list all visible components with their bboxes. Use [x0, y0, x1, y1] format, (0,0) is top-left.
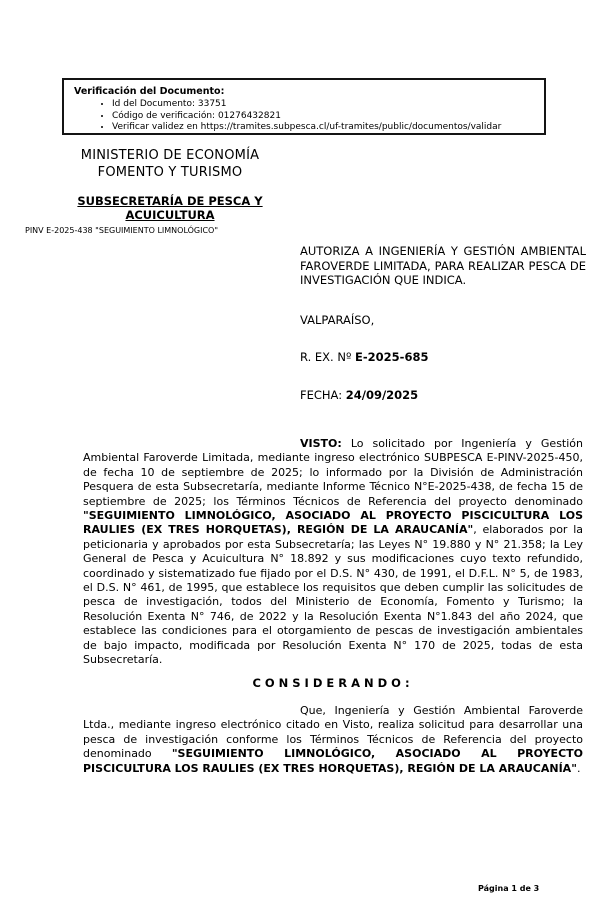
visto-label: VISTO:: [300, 437, 342, 450]
document-body: [83, 437, 583, 776]
verification-item-url: • Verificar validez en https://tramites.subpesca.cl/uf-tramites/public/documentos/validar: [112, 122, 536, 134]
city-line: VALPARAÍSO,: [300, 312, 375, 327]
subsecretaria-title: SUBSECRETARÍA DE PESCA Y ACUICULTURA: [77, 194, 263, 222]
visto-project-title: "SEGUIMIENTO LIMNOLÓGICO, ASOCIADO AL PROYECTO PISCICULTURA LOS RAULIES (EX TRES HORQUETAS), REGIÓN DE LA ARAUCANÍA": [83, 509, 583, 537]
considerando-text-1: Que, Ingeniería y Gestión Ambiental Faroverde Ltda., mediante ingreso electrónico citado en Visto, realiza solicitud para desarrollar una pesca de investigación conforme los Términos Técnicos de Referencia del proyecto denominado: [83, 703, 583, 761]
resolution-header-block: [300, 244, 586, 402]
ministry-name: [25, 148, 315, 181]
project-reference: PINV E-2025-438 "SEGUIMIENTO LIMNOLÓGICO": [25, 226, 219, 235]
date-line: [300, 388, 586, 402]
page-indicator: Página 1 de 3: [478, 884, 540, 893]
considerando-heading: CONSIDERANDO:: [252, 675, 414, 690]
considerando-text-2: .: [576, 761, 581, 775]
verification-item-document-id: • Id del Documento: 33751: [112, 99, 536, 111]
verification-box: [62, 78, 546, 135]
ministry-name-line1: MINISTERIO DE ECONOMÍA: [80, 148, 260, 163]
visto-paragraph: [83, 437, 583, 668]
verification-list: [74, 99, 536, 134]
verification-item-code: • Código de verificación: 01276432821: [112, 111, 536, 123]
date-label: FECHA:: [300, 387, 346, 402]
date-value: 24/09/2025: [345, 387, 419, 402]
rex-number: E-2025-685: [355, 349, 429, 364]
resolution-subject: AUTORIZA A INGENIERÍA Y GESTIÓN AMBIENTAL FAROVERDE LIMITADA, PARA REALIZAR PESCA DE INVESTIGACIÓN QUE INDICA.: [300, 244, 586, 288]
considerando-paragraph: [83, 704, 583, 776]
ministry-name-line2: FOMENTO Y TURISMO: [97, 164, 243, 180]
considerando-project-title: "SEGUIMIENTO LIMNOLÓGICO, ASOCIADO AL PROYECTO PISCICULTURA LOS RAULIES (EX TRES HORQUETAS), REGIÓN DE LA ARAUCANÍA": [83, 747, 584, 775]
verification-title: Verificación del Documento:: [74, 86, 225, 97]
resolution-number-line: [300, 350, 586, 364]
rex-label: R. EX. Nº: [300, 349, 356, 364]
visto-text-2: , elaborados por la peticionaria y aprobados por esta Subsecretaría; las Leyes N° 19.880 y N° 21.358; la Ley General de Pesca y Acuicultura N° 18.892 y sus modificaciones cuyo texto refundido, coordinado y sistematizado fue fijado por el D.S. N° 430, de 1991, el D.F.L. N° 5, de 1983, el D.S. N° 461, de 1995, que establece los requisitos que deben cumplir las solicitudes de pesca de investigación, todos del Ministerio de Economía, Fomento y Turismo; la Resolución Exenta N° 746, de 2022 y la Resolución Exenta N°1.843 del año 2024, que establece las condiciones para el otorgamiento de pescas de investigación ambientales de bajo impacto, modificada por Resolución Exenta N° 170 de 2025, todas de esta Subsecretaría.: [83, 523, 583, 667]
letterhead: [25, 148, 315, 236]
visto-text-1: Lo solicitado por Ingeniería y Gestión Ambiental Faroverde Limitada, mediante ingreso electrónico SUBPESCA E-PINV-2025-450, de fecha 10 de septiembre de 2025; lo informado por la División de Administración Pesquera de esta Subsecretaría, mediante Informe Técnico N°E-2025-438, de fecha 15 de septiembre de 2025; los Términos Técnicos de Referencia del proyecto denominado: [83, 437, 583, 508]
